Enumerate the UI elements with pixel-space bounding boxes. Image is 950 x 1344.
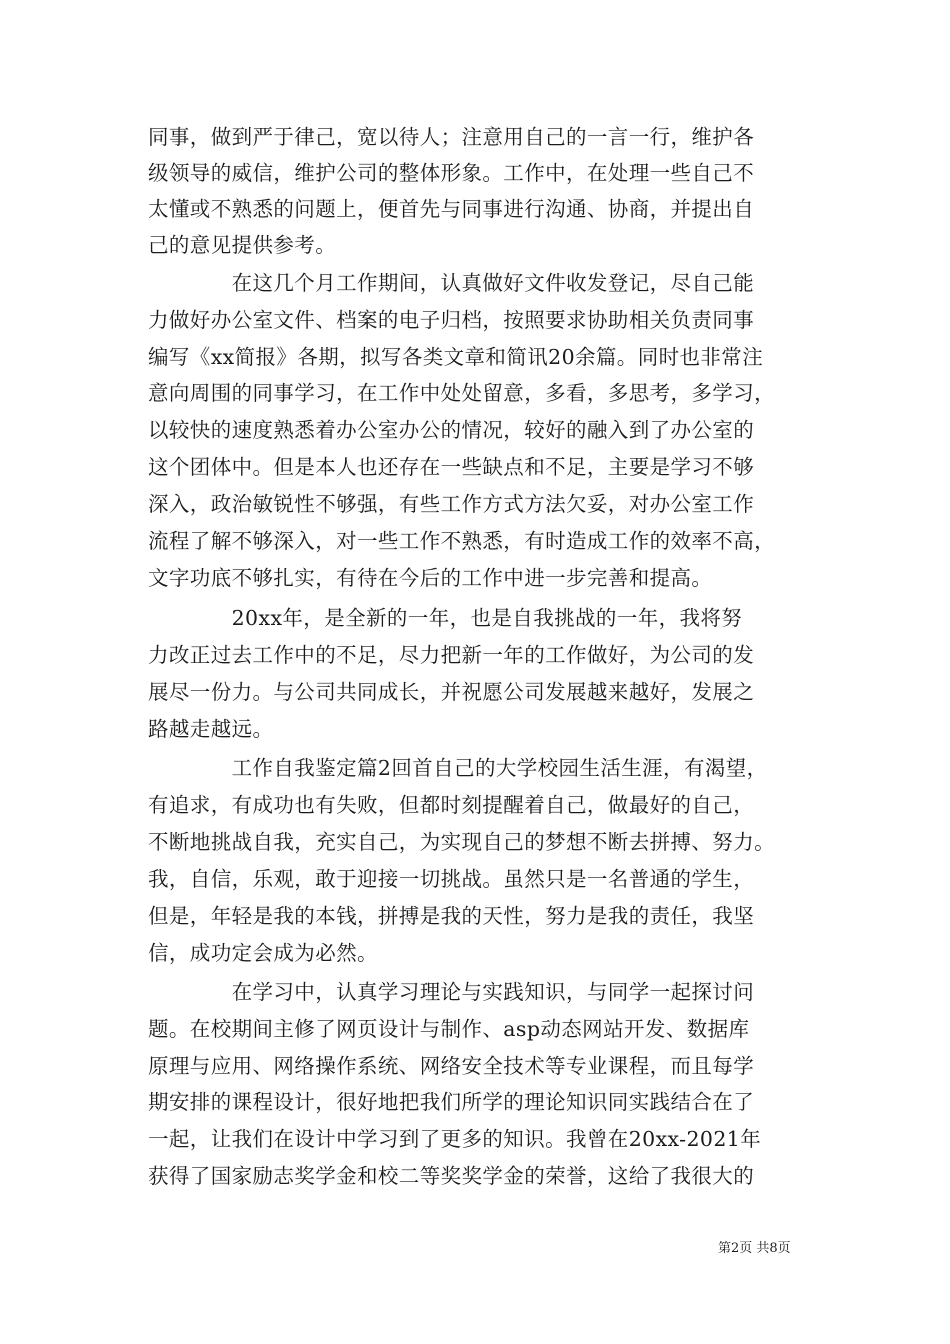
page-number: 第2页 共8页 xyxy=(718,1241,791,1256)
text-line: 同事，做到严于律己，宽以待人；注意用自己的一言一行，维护各 xyxy=(148,125,755,149)
text-line: 一起，让我们在设计中学习到了更多的知识。我曾在20xx-2021年 xyxy=(148,1127,762,1151)
text-line: 获得了国家励志奖学金和校二等奖奖学金的荣誉，这给了我很大的 xyxy=(148,1164,755,1188)
text-line: 以较快的速度熟悉着办公室办公的情况，较好的融入到了办公室的 xyxy=(148,418,755,442)
text-line: 在这几个月工作期间，认真做好文件收发登记，尽自己能 xyxy=(148,271,755,295)
text-line: 但是，年轻是我的本钱，拼搏是我的天性，努力是我的责任，我坚 xyxy=(148,904,755,928)
text-line: 在学习中，认真学习理论与实践知识，与同学一起探讨问 xyxy=(148,980,755,1004)
text-line: 展尽一份力。与公司共同成长，并祝愿公司发展越来越好，发展之 xyxy=(148,680,755,704)
text-line: 流程了解不够深入，对一些工作不熟悉，有时造成工作的效率不高， xyxy=(148,529,775,553)
text-line: 原理与应用、网络操作系统、网络安全技术等专业课程，而且每学 xyxy=(148,1054,755,1078)
text-line: 力改正过去工作中的不足，尽力把新一年的工作做好，为公司的发 xyxy=(148,643,755,667)
text-line: 力做好办公室文件、档案的电子归档，按照要求协助相关负责同事 xyxy=(148,308,755,332)
text-line: 信，成功定会成为必然。 xyxy=(148,941,378,965)
text-line: 文字功底不够扎实，有待在今后的工作中进一步完善和提高。 xyxy=(148,566,713,590)
text-line: 期安排的课程设计，很好地把我们所学的理论知识同实践结合在了 xyxy=(148,1090,755,1114)
text-line: 级领导的威信，维护公司的整体形象。工作中，在处理一些自己不 xyxy=(148,161,755,185)
text-line: 太懂或不熟悉的问题上，便首先与同事进行沟通、协商，并提出自 xyxy=(148,197,755,221)
text-line: 意向周围的同事学习，在工作中处处留意，多看，多思考，多学习， xyxy=(148,381,775,405)
text-line: 己的意见提供参考。 xyxy=(148,233,337,257)
text-line: 编写《xx简报》各期，拟写各类文章和简讯20余篇。同时也非常注 xyxy=(148,345,764,369)
text-line: 工作自我鉴定篇2回首自己的大学校园生活生涯，有渴望， xyxy=(148,756,768,780)
text-line: 20xx年，是全新的一年，也是自我挑战的一年，我将努 xyxy=(148,606,743,630)
text-line: 深入，政治敏锐性不够强，有些工作方式方法欠妥，对办公室工作 xyxy=(148,492,755,516)
text-line: 路越走越远。 xyxy=(148,717,274,741)
text-line: 有追求，有成功也有失败，但都时刻提醒着自己，做最好的自己， xyxy=(148,793,755,817)
text-line: 我，自信，乐观，敢于迎接一切挑战。虽然只是一名普通的学生， xyxy=(148,867,755,891)
text-line: 不断地挑战自我，充实自己，为实现自己的梦想不断去拼搏、努力。 xyxy=(148,830,775,854)
text-line: 这个团体中。但是本人也还存在一些缺点和不足，主要是学习不够 xyxy=(148,455,755,479)
text-line: 题。在校期间主修了网页设计与制作、asp动态网站开发、数据库 xyxy=(148,1017,750,1041)
